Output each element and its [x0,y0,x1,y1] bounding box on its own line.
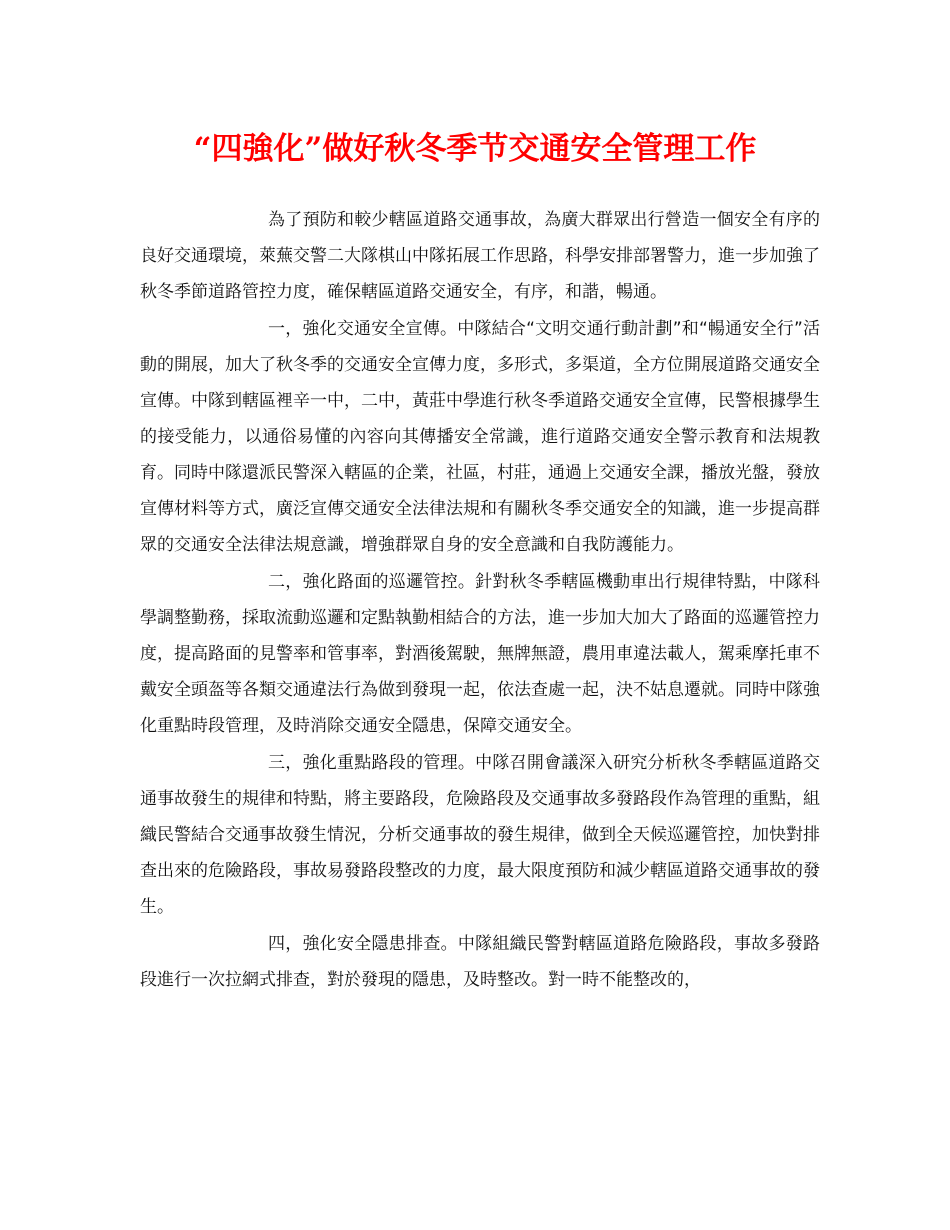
document-body [140,202,820,999]
paragraph-section-2: 二，強化路面的巡邏管控。針對秋冬季轄區機動車出行規律特點，中隊科學調整勤務，採取流動巡邏和定點執勤相結合的方法，進一步加大加大了路面的巡邏管控力度，提高路面的見警率和管事率，對酒後駕駛，無牌無證，農用車違法載人，駕乘摩托車不戴安全頭盔等各類交通違法行為做到發現一起，依法查處一起，決不姑息遷就。同時中隊強化重點時段管理，及時消除交通安全隱患，保障交通安全。 [140,572,820,736]
paragraph-section-1: 一，強化交通安全宣傳。中隊結合“文明交通行動計劃”和“暢通安全行”活動的開展，加大了秋冬季的交通安全宣傳力度，多形式，多渠道，全方位開展道路交通安全宣傳。中隊到轄區裡辛一中，二中，黃莊中學進行秋冬季道路交通安全宣傳，民警根據學生的接受能力，以通俗易懂的內容向其傳播安全常識，進行道路交通安全警示教育和法規教育。同時中隊還派民警深入轄區的企業，社區，村莊，通過上交通安全課，播放光盤，發放宣傳材料等方式，廣泛宣傳交通安全法律法規和有關秋冬季交通安全的知識，進一步提高群眾的交通安全法律法規意識，增強群眾自身的安全意識和自我防護能力。 [140,319,820,555]
paragraph-intro: 為了預防和較少轄區道路交通事故，為廣大群眾出行營造一個安全有序的良好交通環境，萊蕪交警二大隊棋山中隊拓展工作思路，科學安排部署警力，進一步加強了秋冬季節道路管控力度，確保轄區道路交通安全，有序，和諧，暢通。 [140,210,820,302]
paragraph-section-4: 四，強化安全隱患排查。中隊組織民警對轄區道路危險路段，事故多發路段進行一次拉網式排查，對於發現的隱患，及時整改。對一時不能整改的， [140,934,820,990]
document-title: “四強化”做好秋冬季节交通安全管理工作 [193,131,757,167]
paragraph-section-3: 三，強化重點路段的管理。中隊召開會議深入研究分析秋冬季轄區道路交通事故發生的規律和特點，將主要路段，危險路段及交通事故多發路段作為管理的重點，組織民警結合交通事故發生情況，分析交通事故的發生規律，做到全天候巡邏管控，加快對排查出來的危險路段，事故易發路段整改的力度，最大限度預防和減少轄區道路交通事故的發生。 [140,753,820,917]
